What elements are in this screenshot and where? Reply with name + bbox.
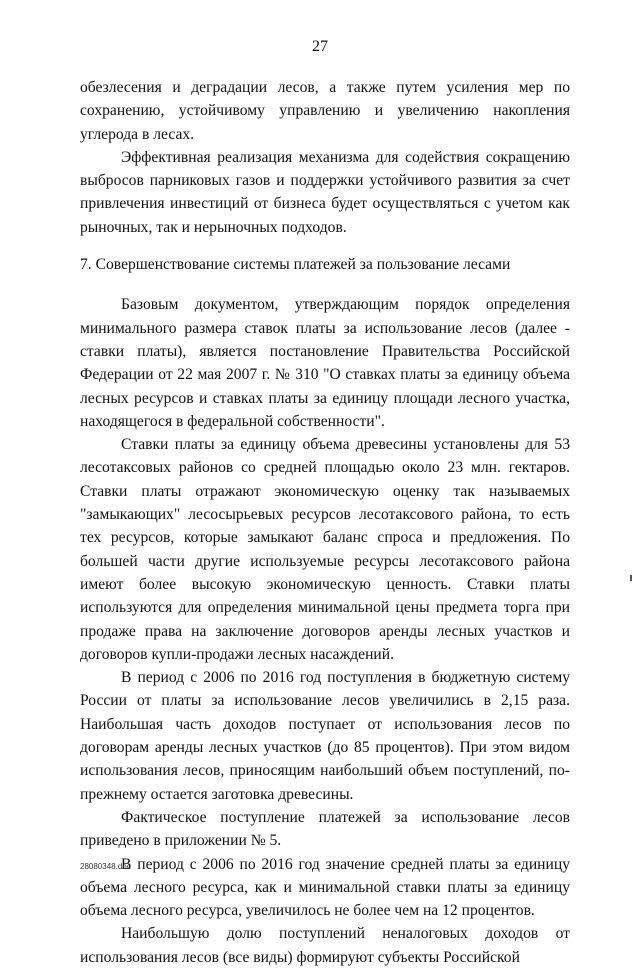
paragraph-actual-payments: Фактическое поступление платежей за использование лесов приведено в приложении № 5.	[80, 808, 570, 850]
paragraph-continuation: обезлесения и деградации лесов, а также путем усиления мер по сохранению, устойчивому управлению и увеличению накопления углерода в лесах.	[80, 79, 570, 143]
paragraph-rates-per-volume: Ставки платы за единицу объема древесины установлены для 53 лесотаксовых районов со средней площадью около 23 млн. гектаров. Ставки платы отражают экономическую оценку так называемых "замыкающих" лесосырьевых ресурсов лесотаксового района, то есть тех ресурсов, которые замыкают баланс спроса и предложения. По большей части другие используемые ресурсы лесотаксового района имеют более высокую экономическую ценность. Ставки платы используются для определения минимальной цены предмета торга при продаже права на заключение договоров аренды лесных участков и договоров купли-продажи лесных насаждений.	[80, 436, 570, 663]
paragraph-budget-receipts: В период с 2006 по 2016 год поступления в бюджетную систему России от платы за использование лесов увеличились в 2,15 раза. Наибольшая часть доходов поступает от использования лесов по договорам аренды лесных участков (до 85 процентов). При этом видом использования лесов, приносящим наибольший объем поступлений, по-прежнему остается заготовка древесины.	[80, 669, 570, 803]
page-edge-mark	[630, 575, 632, 581]
paragraph-largest-share: Наибольшую долю поступлений неналоговых доходов от использования лесов (все виды) формируют субъекты Российской	[80, 925, 570, 966]
section-heading: 7. Совершенствование системы платежей за пользование лесами	[80, 256, 511, 274]
paragraph-effective-implementation: Эффективная реализация механизма для содействия сокращению выбросов парниковых газов и поддержки устойчивого развития за счет привлечения инвестиций от бизнеса будет осуществляться с учетом как рыночных, так и нерыночных подходов.	[80, 148, 570, 236]
document-body	[80, 76, 570, 969]
paragraph-average-fee: В период с 2006 по 2016 год значение средней платы за единицу объема лесного ресурса, как и минимальной ставки платы за единицу объема лесного ресурса, увеличилось не более чем на 12 процентов.	[80, 855, 570, 920]
page-number: 27	[312, 38, 328, 55]
footer-filename: 28080348.doc	[80, 862, 131, 871]
paragraph-base-document: Базовым документом, утверждающим порядок определения минимального размера ставок платы за использование лесов (далее - ставки платы), является постановление Правительства Российской Федерации от 22 мая 2007 г. № 310 "О ставках платы за единицу объема лесных ресурсов и ставках платы за единицу площади лесного участка, находящегося в федеральной собственности".	[80, 296, 570, 430]
